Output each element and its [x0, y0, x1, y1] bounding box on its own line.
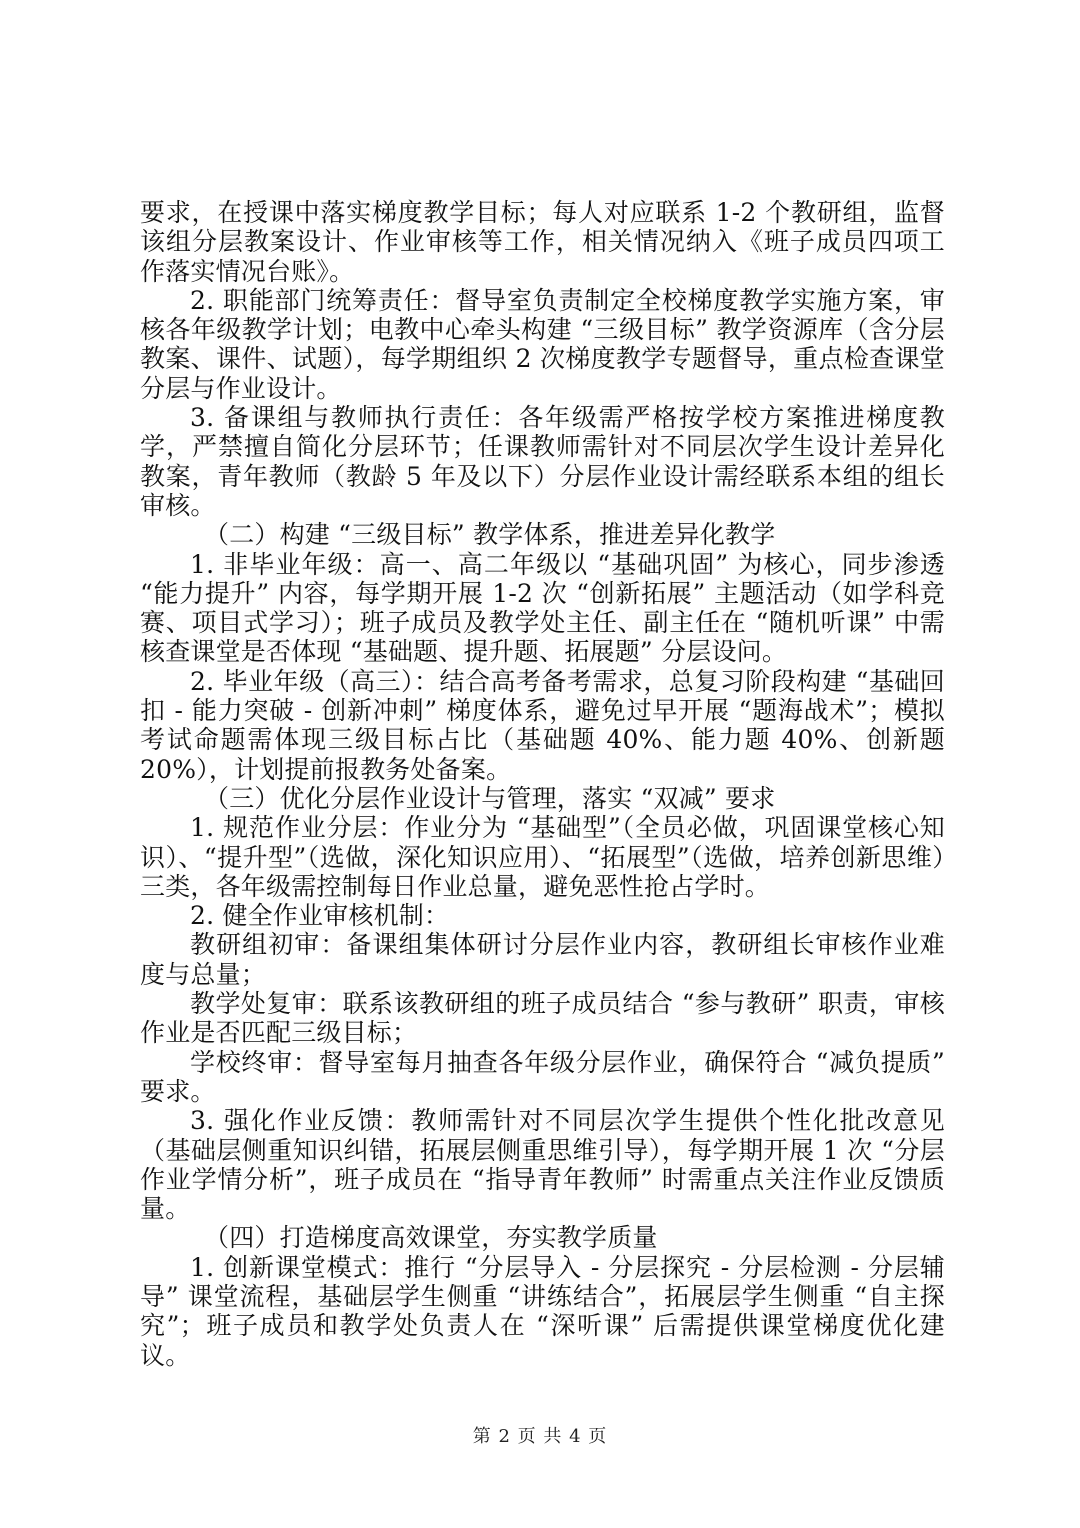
- paragraph-final-review: 学校终审：督导室每月抽查各年级分层作业，确保符合 “减负提质” 要求。: [140, 1047, 945, 1106]
- paragraph-homework-layering: 1. 规范作业分层：作业分为 “基础型”（全员必做，巩固课堂核心知识）、“提升型”（选做，深化知识应用）、“拓展型”（选做，培养创新思维）三类，各年级需控制每日作业总量，避免恶性抢占学时。: [140, 813, 945, 901]
- section-heading-2: （二）构建 “三级目标” 教学体系，推进差异化教学: [204, 520, 776, 550]
- paragraph-non-graduating-grades: 1. 非毕业年级：高一、高二年级以 “基础巩固” 为核心，同步渗透 “能力提升” 内容，每学期开展 1-2 次 “创新拓展” 主题活动（如学科竞赛、项目式学习）；班子成员及教学处主任、副主任在 “随机听课” 中需核查课堂是否体现 “基础题、提升题、拓展题” 分层设问。: [140, 549, 945, 667]
- paragraph-review-mechanism: 2. 健全作业审核机制：: [190, 901, 450, 931]
- paragraph-classroom-model: 1. 创新课堂模式：推行 “分层导入 - 分层探究 - 分层检测 - 分层辅导” 课堂流程，基础层学生侧重 “讲练结合”，拓展层学生侧重 “自主探究”；班子成员和教学处负责人在 “深听课” 后需提供课堂梯度优化建议。: [140, 1252, 945, 1370]
- paragraph-second-review: 教学处复审：联系该教研组的班子成员结合 “参与教研” 职责，审核作业是否匹配三级目标；: [140, 989, 945, 1048]
- paragraph-teacher-responsibility: 3. 备课组与教师执行责任：各年级需严格按学校方案推进梯度教学，严禁擅自简化分层环节；任课教师需针对不同层次学生设计差异化教案，青年教师（教龄 5 年及以下）分层作业设计需经联系本组的组长审核。: [140, 403, 945, 520]
- section-heading-4: （四）打造梯度高效课堂，夯实教学质量: [204, 1223, 658, 1253]
- paragraph-graduating-grade: 2. 毕业年级（高三）：结合高考备考需求，总复习阶段构建 “基础回扣 - 能力突破 - 创新冲刺” 梯度体系，避免过早开展 “题海战术”；模拟考试命题需体现三级目标占比（基础题 40%、能力题 40%、创新题 20%），计划提前报教务处备案。: [140, 666, 945, 784]
- paragraph-first-review: 教研组初审：备课组集体研讨分层作业内容，教研组长审核作业难度与总量；: [140, 930, 945, 989]
- paragraph-continuation: 要求，在授课中落实梯度教学目标；每人对应联系 1-2 个教研组，监督该组分层教案设计、作业审核等工作，相关情况纳入《班子成员四项工作落实情况台账》。: [140, 198, 945, 286]
- section-heading-3: （三）优化分层作业设计与管理，落实 “双减” 要求: [204, 783, 776, 813]
- page-number-footer: 第 2 页 共 4 页: [472, 1426, 608, 1447]
- paragraph-functional-dept-responsibility: 2. 职能部门统筹责任：督导室负责制定全校梯度教学实施方案，审核各年级教学计划；电教中心牵头构建 “三级目标” 教学资源库（含分层教案、课件、试题），每学期组织 2 次梯度教学专题督导，重点检查课堂分层与作业设计。: [140, 285, 945, 403]
- paragraph-homework-feedback: 3. 强化作业反馈：教师需针对不同层次学生提供个性化批改意见（基础层侧重知识纠错，拓展层侧重思维引导），每学期开展 1 次 “分层作业学情分析”，班子成员在 “指导青年教师” 时需重点关注作业反馈质量。: [140, 1106, 945, 1224]
- document-body: [140, 198, 945, 1370]
